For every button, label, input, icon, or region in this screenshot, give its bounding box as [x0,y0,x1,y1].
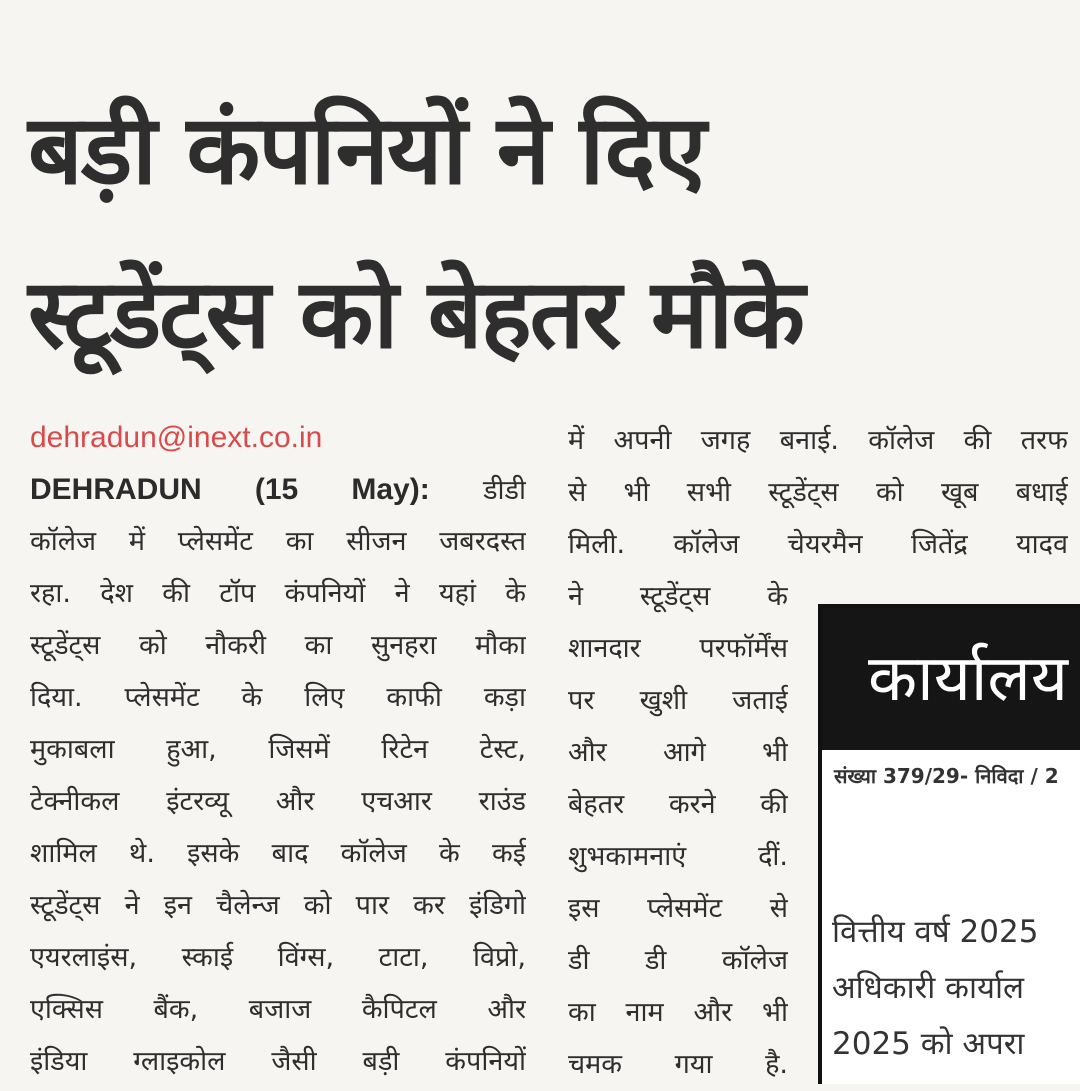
body-line: कॉलेज में प्लेसमेंट का सीजन जबरदस्त [30,526,526,557]
advert-reference: संख्या 379/29- निविदा / 2 [834,764,1059,788]
body-line: चमक गया है. [568,1049,788,1080]
headline-line-2: स्टूडेंट्स को बेहतर मौके [28,258,804,370]
body-line: में अपनी जगह बनाई. कॉलेज की तरफ [568,425,1068,456]
body-line: इस प्लेसमेंट से [568,893,788,924]
headline [28,68,1068,396]
body-line: शामिल थे. इसके बाद कॉलेज के कई [30,838,526,869]
body-line: डीडी [483,475,526,506]
advert-line: वित्तीय वर्ष 2025 [832,914,1039,950]
body-line: रहा. देश की टॉप कंपनियों ने यहां के [30,578,526,609]
body-line: स्टूडेंट्स को नौकरी का सुनहरा मौका [30,630,526,661]
body-line: बेहतर करने की [568,789,788,820]
body-line: शानदार परफॉर्मेंस [568,633,788,664]
office-notice-advert [818,604,1080,1084]
body-line: एयरलाइंस, स्काई विंग्स, टाटा, विप्रो, [30,942,526,973]
body-line: दिया. प्लेसमेंट के लिए काफी कड़ा [30,682,526,713]
body-line: एक्सिस बैंक, बजाज कैपिटल और [30,994,526,1025]
advert-line: अधिकारी कार्याल [832,970,1025,1006]
dateline-row [30,464,526,516]
dateline: DEHRADUN (15 May): [30,473,430,506]
body-line: पर खुशी जताई [568,685,788,716]
advert-text [832,904,1038,1072]
body-line: और आगे भी [568,737,788,768]
body-line: से भी सभी स्टूडेंट्स को खूब बधाई [568,477,1068,508]
advert-header: कार्यालय [822,608,1080,750]
headline-line-1: बड़ी कंपनियों ने दिए [28,94,705,206]
body-line: इंडिया ग्लाइकोल जैसी बड़ी कंपनियों [30,1046,526,1077]
byline-email[interactable]: dehradun@inext.co.in [30,421,323,454]
body-line: मुकाबला हुआ, जिसमें रिटेन टेस्ट, [30,734,526,765]
body-line: का नाम और भी [568,997,788,1028]
body-line: डी डी कॉलेज [568,945,788,976]
advert-line: 2025 को अपरा [832,1026,1025,1062]
body-line: शुभकामनाएं दीं. [568,841,788,872]
body-line: ने स्टूडेंट्स के [568,581,788,612]
body-line: स्टूडेंट्स ने इन चैलेन्ज को पार कर इंडिगो [30,890,526,921]
article-column-1 [30,418,526,1088]
body-line: मिली. कॉलेज चेयरमैन जितेंद्र यादव [568,529,1068,560]
body-line: टेक्नीकल इंटरव्यू और एचआर राउंड [30,786,526,817]
